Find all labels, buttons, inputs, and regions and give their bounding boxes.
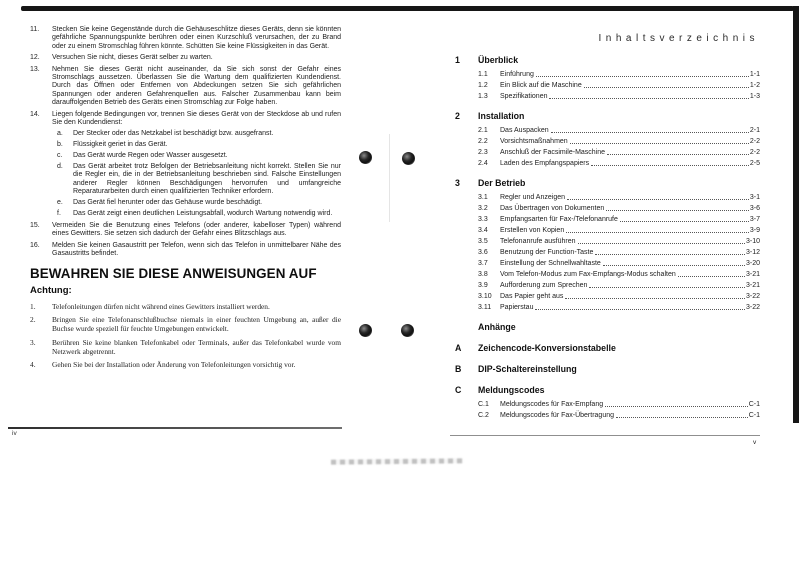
toc-entry-title: Benutzung der Function-Taste [500,249,594,256]
list-item [30,26,341,51]
subitem-letter: b. [57,141,63,149]
list-subitem [57,199,341,207]
toc-dot-leader [616,417,748,418]
toc-entry [478,201,760,212]
item-number: 2. [30,315,36,325]
toc-dot-leader [565,298,745,299]
binder-hole-icon [359,324,372,337]
toc-dot-leader [605,406,748,407]
toc-section-heading [455,55,760,65]
item-paragraph: Vermeiden Sie die Benutzung eines Telefons (oder anderer, kabelloser Typen) während eines Gewitters. Sie setzen sich dadurch der Gefahr eines Blitzschlags aus. [52,221,341,238]
item-text: Berühren Sie keine blanken Telefonkabel oder Terminals, außer das Telefonkabel wurde vom Netzwerk abgetrennt. [52,337,341,356]
toc-entry-page: 2-2 [749,138,760,145]
toc-entry-title: Spezifikationen [500,93,548,100]
toc-entry-number: 2.4 [478,160,488,167]
item-number: 14. [30,110,40,118]
item-number: 13. [30,65,40,73]
toc-section-number: 2 [455,111,460,121]
subitem-text: Der Stecker oder das Netzkabel ist beschädigt bzw. ausgefranst. [73,130,274,138]
caution-list [30,302,341,370]
toc-dot-leader [549,98,748,99]
caution-item [30,302,341,311]
caution-item [30,315,341,333]
item-text [52,26,341,51]
caution-heading: Achtung: [30,285,72,297]
toc-entry [478,408,760,419]
toc-entry-page: C-1 [748,412,760,419]
toc-dot-leader [591,165,749,166]
toc-entry-title: Empfangsarten für Fax-/Telefonanrufe [500,216,618,223]
toc-section-title: Der Betrieb [478,178,526,188]
toc-entry [478,234,760,245]
subitem-text: Flüssigkeit geriet in das Gerät. [73,141,168,149]
table-of-contents [455,55,760,419]
toc-section-title: DIP-Schaltereinstellung [478,364,577,374]
toc-entry-number: 3.11 [478,304,492,311]
toc-dot-leader [535,309,745,310]
toc-entry-number: 1.2 [478,82,488,89]
toc-entry-title: Laden des Empfangspapiers [500,160,590,167]
item-number: 16. [30,241,40,249]
right-page-edge-line [450,435,760,436]
item-text: Bringen Sie eine Telefonanschlußbuchse niemals in einer feuchten Umgebung an, außer die Buchse wurde speziell für feuchte Umgebungen entwickelt. [52,315,341,334]
scan-edge-right [793,6,799,423]
toc-entry-number: 3.2 [478,205,488,212]
toc-dot-leader [570,143,749,144]
toc-section-heading [455,343,760,353]
toc-section [455,385,760,419]
toc-dot-leader [606,210,749,211]
toc-entry-number: 3.9 [478,282,488,289]
keep-instructions-heading: BEWAHREN SIE DIESE ANWEISUNGEN AUF [30,266,317,282]
toc-section [455,364,760,374]
toc-section-title: Anhänge [478,322,516,332]
toc-section-number: C [455,385,462,395]
toc-header: Inhaltsverzeichnis [598,33,759,44]
toc-entry [478,78,760,89]
toc-entry-number: 1.3 [478,93,488,100]
toc-section [455,111,760,167]
toc-entry [478,123,760,134]
toc-section-title: Überblick [478,55,519,65]
toc-entry [478,397,760,408]
toc-entry [478,223,760,234]
toc-entry [478,256,760,267]
toc-entry-number: 1.1 [478,71,488,78]
toc-entry-page: 2-5 [749,160,760,167]
item-paragraph: Melden Sie keinen Gasaustritt per Telefon, wenn sich das Telefon in unmittelbarer Nähe des Gasaustritts befindet. [52,241,341,257]
toc-dot-leader [584,87,749,88]
toc-entry-number: 3.6 [478,249,488,256]
toc-entry-page: 3-21 [745,271,760,278]
item-text [52,111,341,219]
toc-entry-page: 3-20 [745,260,760,267]
item-number: 15. [30,221,40,229]
toc-dot-leader [566,232,749,233]
toc-entry-number: 3.5 [478,238,488,245]
toc-section-title: Zeichencode-Konversionstabelle [478,343,616,353]
toc-entry-page: C-1 [748,401,760,408]
item-number: 1. [30,301,36,311]
toc-entry [478,67,760,78]
toc-entry-page: 3-21 [745,282,760,289]
list-item [30,54,341,62]
toc-entry-number: C.2 [478,412,489,419]
toc-entry [478,289,760,300]
toc-entry-title: Meldungscodes für Fax-Übertragung [500,412,615,419]
toc-dot-leader [551,132,749,133]
toc-entry-title: Vom Telefon-Modus zum Fax-Empfangs-Modus schalten [500,271,676,278]
item-paragraph: Versuchen Sie nicht, dieses Gerät selber zu warten. [52,54,213,62]
toc-entry-number: 2.3 [478,149,488,156]
toc-entry-title: Papierstau [500,304,534,311]
toc-entry-number: 2.1 [478,127,488,134]
toc-entry [478,300,760,311]
caution-item [30,360,341,369]
toc-section-heading [455,111,760,121]
item-number: 11. [30,26,40,33]
toc-section-number: A [455,343,462,353]
item-text [52,54,341,62]
left-page-edge-line [8,427,342,429]
list-item [30,111,341,219]
toc-entry-page: 3-10 [745,238,760,245]
toc-entry-page: 1-2 [749,82,760,89]
scan-smudge [331,458,463,464]
toc-section-heading [455,178,760,188]
safety-instructions-list [30,26,341,258]
item-paragraph: Liegen folgende Bedingungen vor, trennen Sie dieses Gerät von der Steckdose ab und rufen Sie den Kundendienst: [52,110,341,127]
toc-section [455,55,760,100]
binder-hole-icon [401,324,414,337]
item-text: Gehen Sie bei der Installation oder Änderung von Telefonleitungen vorsichtig vor. [52,360,296,370]
toc-dot-leader [678,276,745,277]
binder-hole-icon [402,152,415,165]
toc-entry [478,267,760,278]
toc-entry [478,134,760,145]
toc-dot-leader [620,221,749,222]
toc-entry [478,190,760,201]
item-number: 4. [30,360,36,370]
list-subitem [57,130,341,138]
toc-section-number [455,322,478,332]
list-item [30,222,341,239]
toc-entry-title: Vorsichtsmaßnahmen [500,138,568,145]
toc-dot-leader [603,265,745,266]
toc-entry-page: 1-1 [749,71,760,78]
toc-entry-title: Das Übertragen von Dokumenten [500,205,605,212]
toc-dot-leader [567,199,749,200]
item-number: 3. [30,337,36,347]
subitem-text: Das Gerät fiel herunter oder das Gehäuse wurde beschädigt. [73,199,263,207]
toc-entry [478,278,760,289]
binding-crease [389,134,390,222]
subitem-letter: d. [57,163,63,171]
toc-entry-title: Telefonanrufe ausführen [500,238,576,245]
item-number: 12. [30,54,40,62]
item-text [52,66,341,108]
toc-entry-number: 2.2 [478,138,488,145]
toc-section-title: Installation [478,111,525,121]
page-number-right: v [753,439,757,446]
toc-section-heading [455,385,760,395]
toc-entry-page: 3-12 [745,249,760,256]
toc-entry-page: 1-3 [749,93,760,100]
toc-entry-title: Einführung [500,71,534,78]
item-text [52,242,341,259]
subitem-letter: a. [57,130,63,138]
toc-entry-title: Ein Blick auf die Maschine [500,82,582,89]
subitem-text: Das Gerät wurde Regen oder Wasser ausgesetzt. [73,152,228,160]
toc-entry-title: Das Papier geht aus [500,293,564,300]
list-item [30,242,341,259]
item-paragraph: Stecken Sie keine Gegenstände durch die Gehäuseschlitze dieses Geräts, denn sie könnten gefährliche Spannungspunkte berühren oder einen Kurzschluß verursachen, der zu Brand oder zu einem Stromschlag führen könnte. Schütten Sie keine Flüssigkeiten in das Gerät. [52,26,341,50]
toc-entry-page: 3-22 [745,304,760,311]
page-number-left: iv [12,430,17,437]
toc-dot-leader [536,76,749,77]
toc-entry-title: Einstellung der Schnellwahltaste [500,260,601,267]
toc-entry-page: 2-1 [749,127,760,134]
toc-entry-page: 3-1 [749,194,760,201]
binder-hole-icon [359,151,372,164]
toc-entry-number: 3.8 [478,271,488,278]
toc-section [455,178,760,311]
toc-entry-title: Aufforderung zum Sprechen [500,282,588,289]
subitem-letter: f. [57,210,61,218]
list-subitem [57,152,341,160]
scan-edge-top [21,6,794,11]
toc-entry-page: 3-6 [749,205,760,212]
subitem-letter: e. [57,199,63,207]
toc-entry-number: 3.7 [478,260,488,267]
list-subitem [57,210,341,218]
toc-entry [478,212,760,223]
toc-entry-title: Anschluß der Facsimile-Maschine [500,149,606,156]
toc-dot-leader [595,254,745,255]
list-item [30,66,341,108]
item-text [52,222,341,239]
toc-entry-title: Regler und Anzeigen [500,194,565,201]
toc-entry-title: Das Auspacken [500,127,549,134]
toc-entry [478,145,760,156]
toc-entry-number: 3.3 [478,216,488,223]
caution-item [30,338,341,356]
list-subitem [57,163,341,197]
item-paragraph: Nehmen Sie dieses Gerät nicht auseinander, da Sie sich sonst der Gefahr eines Stromschlags aussetzen. Überlassen Sie die Wartung dem qualifizierten Kundendienst. Durch das Öffnen oder Entfernen von Abdeckungen setzen Sie sich gefährlichen Spannungen oder anderen Gefahrenquellen aus. Falscher Zusammenbau kann beim darauffolgenden Betrieb des Geräts einen Stromschlag zur Folge haben. [52,65,341,107]
toc-section-title: Meldungscodes [478,385,545,395]
toc-section-number: B [455,364,462,374]
list-subitem [57,141,341,149]
toc-entry-title: Meldungscodes für Fax-Empfang [500,401,604,408]
toc-entry-title: Erstellen von Kopien [500,227,565,234]
toc-entry [478,156,760,167]
toc-section [455,322,760,332]
item-text: Telefonleitungen dürfen nicht während eines Gewitters installiert werden. [52,301,270,311]
subitem-text: Das Gerät arbeitet trotz Befolgen der Betriebsanleitung nicht korrekt. Stellen Sie nur die Regler ein, die in der Betriebsanleitung beschrieben sind. Falsche Einstellungen anderer Regler können Beschädigungen hervorrufen und umfangreiche Reparaturarbeiten durch einen qualifizierten Techniker erfordern. [73,163,341,196]
toc-entry-page: 3-9 [749,227,760,234]
toc-dot-leader [589,287,745,288]
toc-section-number: 1 [455,55,460,65]
toc-entry-number: 3.4 [478,227,488,234]
subitem-text: Das Gerät zeigt einen deutlichen Leistungsabfall, wodurch Wartung notwendig wird. [73,210,333,218]
left-page [30,26,341,374]
subitem-letter: c. [57,152,63,160]
toc-section-number: 3 [455,178,460,188]
toc-entry-page: 3-7 [749,216,760,223]
toc-entry-number: C.1 [478,401,489,408]
right-page [455,33,760,419]
toc-section-heading [455,322,760,332]
toc-entry [478,89,760,100]
toc-entry-page: 3-22 [745,293,760,300]
toc-section-heading [455,364,760,374]
toc-section [455,343,760,353]
toc-dot-leader [578,243,745,244]
toc-entry-page: 2-2 [749,149,760,156]
toc-entry-number: 3.10 [478,293,492,300]
toc-entry-number: 3.1 [478,194,488,201]
toc-dot-leader [607,154,749,155]
toc-entry [478,245,760,256]
